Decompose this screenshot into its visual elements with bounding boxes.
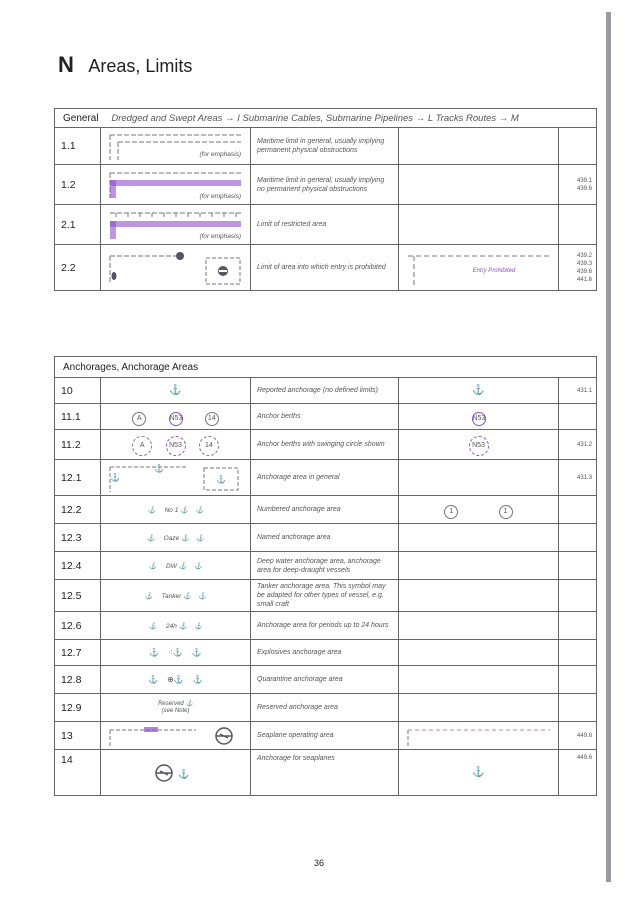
- numbered-circle: 1: [499, 505, 513, 519]
- symbol-cell: [101, 666, 251, 694]
- seaplane-area-symbol: [404, 724, 554, 748]
- symbol-cell: [101, 552, 251, 580]
- anchor-icon: ⚓: [178, 622, 187, 630]
- description: Anchor berths: [251, 404, 399, 430]
- reference: [559, 694, 597, 722]
- anchor-icon: ⚓: [196, 534, 205, 542]
- anchor-icon: ⚓: [148, 562, 157, 570]
- table-row: [55, 128, 597, 165]
- area-label: Tanker: [161, 592, 182, 600]
- description: Maritime limit in general, usually implying no permanent physical obstructions: [251, 165, 399, 205]
- symbol-cell: [101, 750, 251, 796]
- reference: [559, 640, 597, 666]
- other-symbol-cell: [399, 128, 559, 165]
- anchor-icon: ⚓: [183, 592, 192, 600]
- anchorage-area-symbol: [106, 462, 246, 494]
- description: Explosives anchorage area: [251, 640, 399, 666]
- other-symbol-cell: [399, 404, 559, 430]
- reference: 449.6: [559, 750, 597, 796]
- anchorages-table: [54, 356, 597, 796]
- other-symbol-cell: [399, 552, 559, 580]
- other-symbol-cell: [399, 612, 559, 640]
- limit-line-symbol: [106, 130, 246, 162]
- anchorages-caption: Anchorages, Anchorage Areas: [63, 361, 199, 373]
- general-caption: General: [63, 112, 99, 124]
- anchor-icon: ⚓: [185, 700, 193, 707]
- symbol-cell: [101, 404, 251, 430]
- other-symbol-cell: [399, 640, 559, 666]
- row-number: 12.6: [55, 612, 101, 640]
- reference: [559, 128, 597, 165]
- description: Quarantine anchorage area: [251, 666, 399, 694]
- area-label: No 1: [164, 506, 179, 514]
- reference: [559, 404, 597, 430]
- row-number: 12.9: [55, 694, 101, 722]
- berth-marker: N53: [169, 412, 183, 426]
- row-number: 1.2: [55, 165, 101, 205]
- symbol-cell: [101, 205, 251, 245]
- anchor-icon: ⚓: [149, 648, 160, 657]
- table-row: [55, 165, 597, 205]
- description: Anchorage area for periods up to 24 hours: [251, 612, 399, 640]
- area-label: DW: [166, 562, 177, 570]
- row-number: 12.3: [55, 524, 101, 552]
- table-row: [55, 552, 597, 580]
- anchor-icon: ⚓: [399, 750, 559, 796]
- symbol-cell: [101, 430, 251, 460]
- table-row: [55, 524, 597, 552]
- description: Deep water anchorage area, anchorage area for deep-draught vessels: [251, 552, 399, 580]
- seaplane-icon: [216, 734, 232, 738]
- reference: [559, 552, 597, 580]
- reference: [559, 496, 597, 524]
- anchor-icon: ⚓: [399, 378, 559, 404]
- area-label: Reserved: [158, 700, 184, 707]
- anchor-icon: ⚓: [146, 534, 155, 542]
- table-row: [55, 378, 597, 404]
- symbol-cell: [101, 165, 251, 205]
- table-row: [55, 496, 597, 524]
- swing-circle: N53: [469, 436, 489, 456]
- other-symbol-cell: [399, 245, 559, 291]
- reference: [559, 205, 597, 245]
- section-title: Areas, Limits: [88, 56, 193, 76]
- prohibited-limit-symbol: [106, 248, 246, 288]
- anchor-icon: ⚓: [195, 506, 204, 514]
- berth-marker: A: [132, 412, 146, 426]
- reference: 431.1: [559, 378, 597, 404]
- limit-line-symbol: [106, 168, 246, 202]
- table-row: [55, 750, 597, 796]
- swing-circle: 14: [199, 436, 219, 456]
- anchor-icon: ⚓: [215, 474, 226, 484]
- row-number: 10: [55, 378, 101, 404]
- reference: [559, 524, 597, 552]
- anchor-icon: ⚓: [178, 562, 187, 570]
- symbol-cell: [101, 460, 251, 496]
- symbol-cell: [101, 640, 251, 666]
- anchor-icon: ⚓: [109, 472, 120, 482]
- description: Tanker anchorage area. This symbol may be adapted for other types of vessel, e.g. small craft: [251, 580, 399, 612]
- restricted-limit-symbol: [106, 208, 246, 242]
- anchorages-caption-row: [55, 357, 597, 378]
- reference: 431.3: [559, 460, 597, 496]
- table-row: [55, 640, 597, 666]
- table-row: [55, 694, 597, 722]
- description: Anchorage for seaplanes: [251, 750, 399, 796]
- reference: 449.6: [559, 722, 597, 750]
- anchor-icon: ⚓: [191, 648, 202, 657]
- area-label: 24h: [166, 622, 177, 630]
- anchor-icon: ⚓: [144, 592, 153, 600]
- anchor-icon: ⚓: [177, 768, 189, 779]
- symbol-cell: [101, 722, 251, 750]
- row-number: 11.2: [55, 430, 101, 460]
- row-number: 11.1: [55, 404, 101, 430]
- anchor-icon: ⚓: [194, 562, 203, 570]
- description: Anchor berths with swinging circle shown: [251, 430, 399, 460]
- emphasis-note: (for emphasis): [198, 151, 241, 158]
- description: Reserved anchorage area: [251, 694, 399, 722]
- reference: 431.2: [559, 430, 597, 460]
- anchor-icon: ⚓: [148, 622, 157, 630]
- anchor-icon: ⚓: [194, 622, 203, 630]
- row-number: 12.5: [55, 580, 101, 612]
- area-label: Oaze: [163, 534, 180, 542]
- symbol-cell: [101, 580, 251, 612]
- description: Named anchorage area: [251, 524, 399, 552]
- page-header: [58, 52, 192, 78]
- row-number: 2.2: [55, 245, 101, 291]
- symbol-cell: [101, 128, 251, 165]
- symbol-cell: [101, 524, 251, 552]
- row-number: 13: [55, 722, 101, 750]
- other-symbol-cell: [399, 524, 559, 552]
- anchor-icon: ⚓: [148, 675, 159, 684]
- symbol-cell: [101, 496, 251, 524]
- entry-prohibited-label: Entry Prohibited: [472, 267, 515, 274]
- table-row: [55, 430, 597, 460]
- quarantine-anchor-icon: ⊕⚓: [167, 675, 184, 684]
- row-number: 12.4: [55, 552, 101, 580]
- description: Anchorage area in general: [251, 460, 399, 496]
- reference: 439.1 439.6: [559, 165, 597, 205]
- description: Reported anchorage (no defined limits): [251, 378, 399, 404]
- general-table: [54, 108, 597, 291]
- table-row: [55, 460, 597, 496]
- table-row: [55, 205, 597, 245]
- berth-marker: 14: [205, 412, 219, 426]
- description: Seaplane operating area: [251, 722, 399, 750]
- description: Maritime limit in general, usually implying permanent physical obstructions: [251, 128, 399, 165]
- anchor-icon: ⚓: [192, 675, 203, 684]
- row-number: 14: [55, 750, 101, 796]
- description: Limit of restricted area: [251, 205, 399, 245]
- swing-circle: A: [132, 436, 152, 456]
- row-number: 12.2: [55, 496, 101, 524]
- reference: [559, 666, 597, 694]
- row-number: 1.1: [55, 128, 101, 165]
- other-symbol-cell: [399, 460, 559, 496]
- anchor-icon: ⚓: [181, 534, 190, 542]
- description: Numbered anchorage area: [251, 496, 399, 524]
- explosives-anchor-icon: ⁖⚓: [168, 648, 183, 657]
- row-number: 12.8: [55, 666, 101, 694]
- reference: [559, 612, 597, 640]
- seaplane-anchorage-symbol: [146, 763, 206, 783]
- swing-circle: N53: [166, 436, 186, 456]
- symbol-cell: [101, 694, 251, 722]
- reference: 439.2 439.3 439.6 441.6: [559, 245, 597, 291]
- anchor-icon: ⚓: [180, 506, 189, 514]
- table-row: [55, 722, 597, 750]
- symbol-cell: [101, 245, 251, 291]
- reference: [559, 580, 597, 612]
- anchor-icon: ⚓: [198, 592, 207, 600]
- page-number: 36: [314, 858, 325, 868]
- row-number: 2.1: [55, 205, 101, 245]
- numbered-circle: 1: [444, 505, 458, 519]
- anchor-icon: ⚓: [147, 506, 156, 514]
- other-symbol-cell: [399, 666, 559, 694]
- seaplane-icon: [156, 771, 172, 775]
- anchor-icon: ⚓: [101, 378, 251, 404]
- other-symbol-cell: [399, 496, 559, 524]
- section-letter: N: [58, 52, 74, 77]
- other-symbol-cell: [399, 722, 559, 750]
- other-symbol-cell: [399, 205, 559, 245]
- table-row: [55, 666, 597, 694]
- description: Limit of area into which entry is prohibited: [251, 245, 399, 291]
- general-caption-row: [55, 109, 597, 128]
- emphasis-note: (for emphasis): [198, 192, 241, 200]
- row-number: 12.7: [55, 640, 101, 666]
- seaplane-area-symbol: [106, 724, 246, 748]
- other-symbol-cell: [399, 165, 559, 205]
- table-row: [55, 580, 597, 612]
- table-row: [55, 612, 597, 640]
- berth-marker: N53: [472, 412, 486, 426]
- other-symbol-cell: [399, 580, 559, 612]
- table-row: [55, 404, 597, 430]
- table-row: [55, 245, 597, 291]
- binding-edge: [606, 12, 611, 882]
- row-number: 12.1: [55, 460, 101, 496]
- no-entry-icon: [111, 272, 116, 280]
- other-symbol-cell: [399, 430, 559, 460]
- emphasis-note: (for emphasis): [198, 232, 241, 240]
- other-symbol-cell: [399, 694, 559, 722]
- entry-prohibited-symbol: [404, 248, 554, 288]
- symbol-cell: [101, 612, 251, 640]
- general-cross-refs: Dredged and Swept Areas → I Submarine Cables, Submarine Pipelines → L Tracks Routes → M: [111, 112, 519, 124]
- area-sublabel: (see Note): [161, 707, 190, 714]
- anchor-icon: ⚓: [153, 463, 164, 473]
